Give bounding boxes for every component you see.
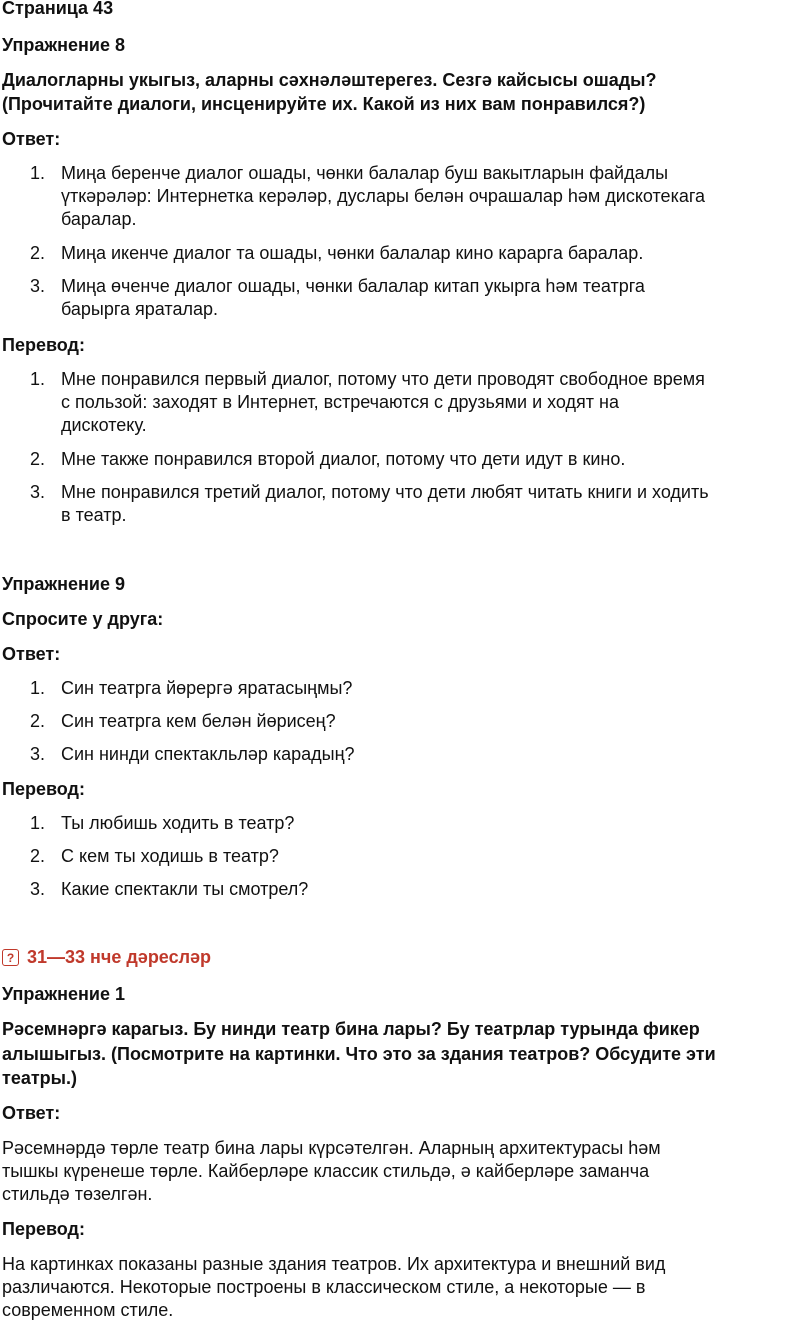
list-number: 3.	[30, 879, 46, 899]
list-item	[0, 878, 800, 901]
exercise-1-task-line: алышыгыз. (Посмотрите на картинки. Что это за здания театров? Обсудите эти	[2, 1044, 716, 1064]
list-item-line: Миңа беренче диалог ошады, чөнки балалар буш вакытларын файдалы	[61, 163, 669, 183]
exercise-1-translation-line: различаются. Некоторые построены в классическом стиле, а некоторые — в	[2, 1277, 646, 1297]
list-item-line: Миңа өченче диалог ошады, чөнки балалар китап укырга һәм театрга	[61, 276, 645, 296]
list-number: 1.	[30, 163, 46, 183]
list-item	[0, 162, 800, 231]
exercise-8-task-line: (Прочитайте диалоги, инсценируйте их. Какой из них вам понравился?)	[2, 94, 646, 114]
list-item	[0, 481, 800, 527]
exercise-1-translation-line: На картинках показаны разные здания театров. Их архитектура и внешний вид	[2, 1254, 666, 1274]
list-item	[0, 242, 800, 265]
list-number: 2.	[30, 449, 46, 469]
list-item	[0, 448, 800, 471]
exercise-9-answer-label: Ответ:	[2, 644, 61, 664]
list-item	[0, 812, 800, 835]
list-item	[0, 743, 800, 766]
list-number: 1.	[30, 813, 46, 833]
question-box-icon: ?	[2, 949, 19, 966]
list-number: 3.	[30, 482, 46, 502]
exercise-9-translation-label: Перевод:	[2, 779, 85, 799]
list-item	[0, 845, 800, 868]
exercise-1-answer-label: Ответ:	[2, 1103, 61, 1123]
list-item-line: баралар.	[61, 209, 137, 229]
list-item-line: в театр.	[61, 505, 127, 525]
exercise-9-answer-list	[0, 677, 800, 766]
exercise-8-translation-label: Перевод:	[2, 335, 85, 355]
list-item-line: Какие спектакли ты смотрел?	[61, 879, 309, 899]
list-item-line: с пользой: заходят в Интернет, встречаются с друзьями и ходят на	[61, 392, 619, 412]
list-item-line: Мне понравился первый диалог, потому что дети проводят свободное время	[61, 369, 705, 389]
exercise-9-translation-list	[0, 812, 800, 901]
list-item-line: дискотеку.	[61, 415, 147, 435]
exercise-1-task-line: Рәсемнәргә карагыз. Бу нинди театр бина лары? Бу театрлар турында фикер	[2, 1019, 700, 1039]
page-title: Страница 43	[2, 0, 114, 18]
list-number: 1.	[30, 678, 46, 698]
list-item	[0, 677, 800, 700]
list-number: 3.	[30, 276, 46, 296]
exercise-8-answer-label: Ответ:	[2, 129, 61, 149]
exercise-9-task: Спросите у друга:	[2, 609, 164, 629]
list-number: 1.	[30, 369, 46, 389]
exercise-8-task-line: Диалогларны укыгыз, аларны сәхнәләштерегез. Сезгә кайсысы ошады?	[2, 70, 657, 90]
list-item-line: Син нинди спектакльләр карадың?	[61, 744, 355, 764]
list-item-line: Миңа икенче диалог та ошады, чөнки балалар кино карарга баралар.	[61, 243, 644, 263]
lesson-heading	[2, 946, 211, 969]
list-number: 3.	[30, 744, 46, 764]
list-item-line: барырга яраталар.	[61, 299, 218, 319]
exercise-1-translation-label: Перевод:	[2, 1219, 85, 1239]
list-number: 2.	[30, 711, 46, 731]
list-number: 2.	[30, 846, 46, 866]
list-item-line: Син театрга кем белән йөрисең?	[61, 711, 336, 731]
exercise-8-answer-list	[0, 162, 800, 321]
list-item	[0, 710, 800, 733]
list-item-line: үткәрәләр: Интернетка керәләр, дуслары белән очрашалар һәм дискотекага	[61, 186, 706, 206]
list-item-line: Син театрга йөрергә яратасыңмы?	[61, 678, 353, 698]
list-item-line: Ты любишь ходить в театр?	[61, 813, 295, 833]
list-number: 2.	[30, 243, 46, 263]
exercise-1-task-line: театры.)	[2, 1068, 78, 1088]
exercise-8-translation-list	[0, 368, 800, 527]
exercise-1-title: Упражнение 1	[2, 984, 125, 1004]
list-item	[0, 275, 800, 321]
exercise-1-answer-line: стильдә төзелгән.	[2, 1184, 153, 1204]
lesson-title: 31—33 нче дәресләр	[27, 947, 212, 967]
exercise-1-answer-line: тышкы күренеше төрле. Кайберләре классик стильдә, ә кайберләре заманча	[2, 1161, 650, 1181]
list-item-line: Мне понравился третий диалог, потому что дети любят читать книги и ходить	[61, 482, 709, 502]
exercise-8-title: Упражнение 8	[2, 35, 125, 55]
exercise-1-answer-line: Рәсемнәрдә төрле театр бина лары күрсәтелгән. Аларның архитектурасы һәм	[2, 1138, 661, 1158]
exercise-1-translation-line: современном стиле.	[2, 1300, 174, 1320]
list-item-line: Мне также понравился второй диалог, потому что дети идут в кино.	[61, 449, 626, 469]
list-item	[0, 368, 800, 437]
list-item-line: С кем ты ходишь в театр?	[61, 846, 279, 866]
exercise-9-title: Упражнение 9	[2, 574, 125, 594]
